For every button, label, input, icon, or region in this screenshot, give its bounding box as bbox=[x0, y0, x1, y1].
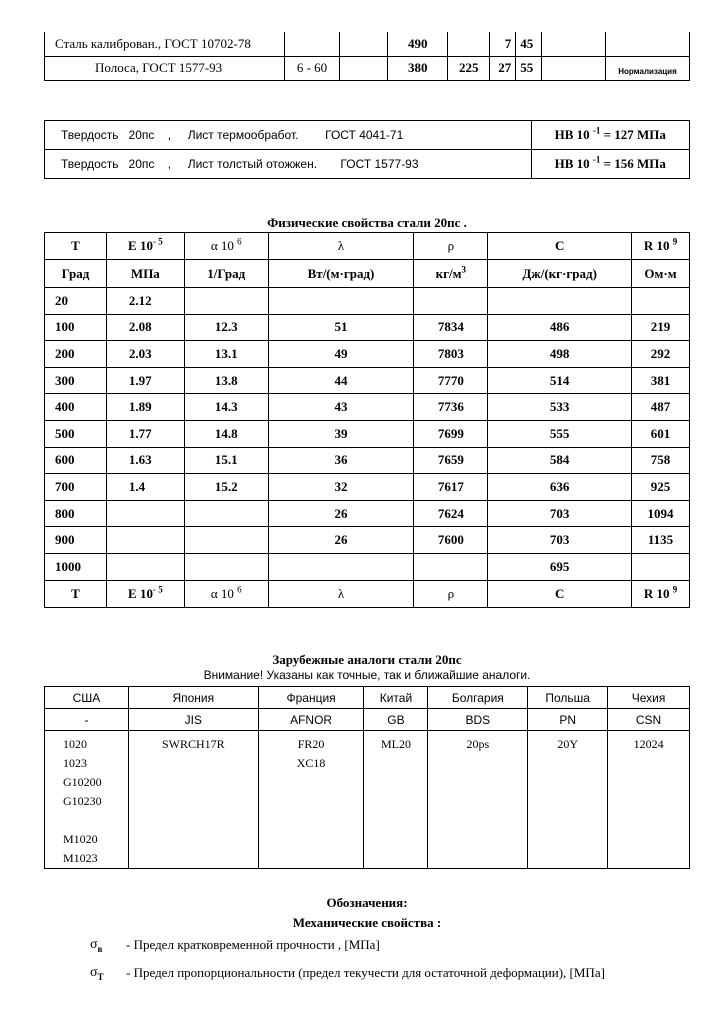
exponent: -1 bbox=[592, 125, 601, 136]
phys-cell-lambda: 36 bbox=[268, 447, 414, 474]
phys-cell-alpha: 12.3 bbox=[184, 314, 268, 341]
exponent: - 5 bbox=[152, 584, 163, 595]
phys-cell-C: 584 bbox=[488, 447, 632, 474]
phys-cell-rho: 7617 bbox=[414, 474, 488, 501]
legend-item bbox=[90, 937, 630, 957]
phys-cell-T: 400 bbox=[45, 394, 107, 421]
phys-cell-E: 1.4 bbox=[106, 474, 184, 501]
hardness-desc: Твердость 20пс , Лист толстый отожжен. ГОСТ 1577-93 bbox=[45, 150, 532, 179]
phys-cell-rho: 7736 bbox=[414, 394, 488, 421]
phys-cell-rho: 7699 bbox=[414, 420, 488, 447]
phys-cell-E: 1.77 bbox=[106, 420, 184, 447]
phys-cell-C: 555 bbox=[488, 420, 632, 447]
analogs-country: США bbox=[45, 687, 129, 709]
legend-symbol: $\sigma_в$ bbox=[90, 937, 103, 954]
phys-cell-rho: 7600 bbox=[414, 527, 488, 554]
analogs-title: Зарубежные аналоги стали 20пс bbox=[272, 652, 462, 667]
legend-subscript: в bbox=[97, 943, 103, 954]
mech-cell: Нормализация bbox=[606, 56, 690, 80]
analogs-country: Франция bbox=[258, 687, 364, 709]
phys-units-row bbox=[45, 260, 690, 288]
analogs-value-row bbox=[45, 731, 690, 869]
analogs-value: 20ps bbox=[428, 731, 528, 869]
phys-header-row bbox=[45, 580, 690, 607]
mech-cell bbox=[542, 32, 606, 56]
phys-cell-rho: 7659 bbox=[414, 447, 488, 474]
phys-cell-T: 500 bbox=[45, 420, 107, 447]
hardness-desc: Твердость 20пс , Лист термообработ. ГОСТ 4041-71 bbox=[45, 121, 532, 150]
phys-head-T: T bbox=[45, 580, 107, 607]
phys-cell-T: 700 bbox=[45, 474, 107, 501]
phys-cell-R: 292 bbox=[632, 341, 690, 368]
analogs-table bbox=[44, 686, 690, 869]
phys-data-row bbox=[45, 527, 690, 554]
phys-cell-rho bbox=[414, 288, 488, 315]
phys-cell-lambda: 49 bbox=[268, 341, 414, 368]
phys-cell-rho: 7834 bbox=[414, 314, 488, 341]
phys-cell-C bbox=[488, 288, 632, 315]
phys-cell-T: 900 bbox=[45, 527, 107, 554]
legend-text: - Предел пропорциональности (предел текучести для остаточной деформации), [МПа] bbox=[126, 964, 605, 980]
phys-cell-T: 800 bbox=[45, 500, 107, 527]
phys-cell-C: 533 bbox=[488, 394, 632, 421]
phys-cell-R: 1094 bbox=[632, 500, 690, 527]
mech-row bbox=[45, 32, 690, 56]
phys-data-row bbox=[45, 553, 690, 580]
phys-cell-alpha: 13.8 bbox=[184, 367, 268, 394]
phys-title: Физические свойства стали 20пс . bbox=[267, 215, 467, 230]
phys-cell-R: 601 bbox=[632, 420, 690, 447]
analogs-value: SWRCH17R bbox=[128, 731, 258, 869]
phys-data-row bbox=[45, 474, 690, 501]
phys-cell-lambda: 51 bbox=[268, 314, 414, 341]
analogs-standard: CSN bbox=[608, 709, 690, 731]
phys-cell-lambda bbox=[268, 553, 414, 580]
phys-cell-alpha bbox=[184, 553, 268, 580]
hardness-row bbox=[45, 121, 690, 150]
phys-cell-R: 925 bbox=[632, 474, 690, 501]
mech-table bbox=[44, 32, 690, 81]
phys-cell-E bbox=[106, 553, 184, 580]
exponent: 6 bbox=[237, 584, 242, 595]
mech-cell bbox=[340, 32, 388, 56]
phys-cell-E: 2.08 bbox=[106, 314, 184, 341]
phys-cell-lambda: 39 bbox=[268, 420, 414, 447]
mech-cell: Полоса, ГОСТ 1577-93 bbox=[45, 56, 285, 80]
analogs-country: Болгария bbox=[428, 687, 528, 709]
phys-data-row bbox=[45, 447, 690, 474]
analogs-value: 1020 1023 G10200 G10230 M1020 M1023 bbox=[45, 731, 129, 869]
legend-title: Обозначения: bbox=[326, 895, 408, 910]
phys-cell-rho: 7624 bbox=[414, 500, 488, 527]
phys-cell-alpha bbox=[184, 500, 268, 527]
phys-cell-E bbox=[106, 500, 184, 527]
phys-cell-E: 1.63 bbox=[106, 447, 184, 474]
phys-data-row bbox=[45, 341, 690, 368]
phys-head-alpha: α 10 $^6$ bbox=[184, 580, 268, 607]
phys-header-row bbox=[45, 233, 690, 260]
mech-cell: 225 bbox=[448, 56, 490, 80]
exponent: -1 bbox=[592, 154, 601, 165]
mech-cell: 380 bbox=[388, 56, 448, 80]
analogs-standard: PN bbox=[528, 709, 608, 731]
exponent: 9 bbox=[672, 236, 678, 247]
phys-data-row bbox=[45, 500, 690, 527]
phys-cell-C: 703 bbox=[488, 500, 632, 527]
hardness-row bbox=[45, 150, 690, 179]
exponent: 9 bbox=[672, 584, 678, 595]
phys-unit-rho: $кг/м^3$ bbox=[414, 260, 488, 288]
analogs-standard: BDS bbox=[428, 709, 528, 731]
phys-cell-R: 758 bbox=[632, 447, 690, 474]
phys-cell-C: 514 bbox=[488, 367, 632, 394]
phys-cell-C: 498 bbox=[488, 341, 632, 368]
phys-head-alpha: α 10 $^6$ bbox=[184, 233, 268, 260]
phys-data-row bbox=[45, 367, 690, 394]
analogs-standard-row bbox=[45, 709, 690, 731]
phys-cell-E bbox=[106, 527, 184, 554]
phys-cell-rho: 7770 bbox=[414, 367, 488, 394]
legend-item bbox=[90, 965, 630, 985]
phys-cell-R: 487 bbox=[632, 394, 690, 421]
phys-cell-C: 703 bbox=[488, 527, 632, 554]
analogs-note: Внимание! Указаны как точные, так и ближайшие аналоги. bbox=[203, 668, 531, 682]
phys-cell-lambda: 43 bbox=[268, 394, 414, 421]
phys-unit-alpha: 1/Град bbox=[184, 260, 268, 288]
phys-head-rho: ρ bbox=[414, 233, 488, 260]
phys-cell-R: 381 bbox=[632, 367, 690, 394]
mech-cell: Сталь калиброван., ГОСТ 10702-78 bbox=[45, 32, 285, 56]
mech-cell bbox=[284, 32, 340, 56]
phys-head-lambda: λ bbox=[268, 580, 414, 607]
phys-cell-R bbox=[632, 288, 690, 315]
analogs-value: 12024 bbox=[608, 731, 690, 869]
mech-cell bbox=[542, 56, 606, 80]
exponent: - 5 bbox=[152, 236, 163, 247]
phys-cell-alpha: 15.2 bbox=[184, 474, 268, 501]
mech-cell: 7 bbox=[490, 32, 516, 56]
phys-head-rho: ρ bbox=[414, 580, 488, 607]
phys-cell-T: 100 bbox=[45, 314, 107, 341]
exponent: 3 bbox=[461, 264, 466, 275]
analogs-country: Чехия bbox=[608, 687, 690, 709]
phys-head-C: C bbox=[488, 233, 632, 260]
phys-table bbox=[44, 232, 690, 608]
mech-cell: 27 bbox=[490, 56, 516, 80]
phys-data-row bbox=[45, 314, 690, 341]
phys-cell-alpha: 14.8 bbox=[184, 420, 268, 447]
phys-data-row bbox=[45, 394, 690, 421]
phys-data-row bbox=[45, 420, 690, 447]
phys-head-E: E $10^{- 5}$ bbox=[106, 580, 184, 607]
phys-cell-lambda: 26 bbox=[268, 500, 414, 527]
phys-unit-lambda: Вт/(м·град) bbox=[268, 260, 414, 288]
mech-cell: 6 - 60 bbox=[284, 56, 340, 80]
mech-cell bbox=[606, 32, 690, 56]
legend-subtitle: Механические свойства : bbox=[292, 915, 442, 930]
phys-cell-E: 1.89 bbox=[106, 394, 184, 421]
analogs-value: FR20 XC18 bbox=[258, 731, 364, 869]
phys-cell-E: 2.12 bbox=[106, 288, 184, 315]
phys-cell-lambda: 32 bbox=[268, 474, 414, 501]
phys-cell-R bbox=[632, 553, 690, 580]
phys-unit-E: МПа bbox=[106, 260, 184, 288]
phys-cell-rho: 7803 bbox=[414, 341, 488, 368]
analogs-country: Польша bbox=[528, 687, 608, 709]
phys-data-row bbox=[45, 288, 690, 315]
analogs-standard: JIS bbox=[128, 709, 258, 731]
hardness-value: HB 10 $^{-1}$ = 156 МПа bbox=[531, 150, 689, 179]
phys-cell-R: 1135 bbox=[632, 527, 690, 554]
analogs-standard: - bbox=[45, 709, 129, 731]
phys-cell-alpha bbox=[184, 288, 268, 315]
legend-text: - Предел кратковременной прочности , [МПа] bbox=[126, 937, 380, 952]
phys-head-E: E $10^{- 5}$ bbox=[106, 233, 184, 260]
phys-head-T: T bbox=[45, 233, 107, 260]
mech-row bbox=[45, 56, 690, 80]
phys-unit-C: Дж/(кг·град) bbox=[488, 260, 632, 288]
analogs-country-row bbox=[45, 687, 690, 709]
phys-head-R: R 10 $^9$ bbox=[632, 233, 690, 260]
analogs-standard: AFNOR bbox=[258, 709, 364, 731]
phys-cell-alpha: 15.1 bbox=[184, 447, 268, 474]
phys-cell-alpha: 14.3 bbox=[184, 394, 268, 421]
analogs-value: 20Y bbox=[528, 731, 608, 869]
hardness-table bbox=[44, 120, 690, 179]
phys-cell-R: 219 bbox=[632, 314, 690, 341]
phys-unit-R: Ом·м bbox=[632, 260, 690, 288]
phys-cell-lambda: 44 bbox=[268, 367, 414, 394]
analogs-value: ML20 bbox=[364, 731, 428, 869]
legend-subscript: T bbox=[97, 971, 104, 982]
phys-unit-T: Град bbox=[45, 260, 107, 288]
phys-cell-alpha bbox=[184, 527, 268, 554]
hardness-value: HB 10 $^{-1}$ = 127 МПа bbox=[531, 121, 689, 150]
mech-cell bbox=[448, 32, 490, 56]
phys-cell-alpha: 13.1 bbox=[184, 341, 268, 368]
phys-cell-rho bbox=[414, 553, 488, 580]
phys-cell-E: 1.97 bbox=[106, 367, 184, 394]
analogs-standard: GB bbox=[364, 709, 428, 731]
phys-cell-T: 20 bbox=[45, 288, 107, 315]
analogs-country: Китай bbox=[364, 687, 428, 709]
phys-cell-C: 486 bbox=[488, 314, 632, 341]
phys-head-C: C bbox=[488, 580, 632, 607]
analogs-country: Япония bbox=[128, 687, 258, 709]
phys-cell-T: 600 bbox=[45, 447, 107, 474]
phys-head-lambda: λ bbox=[268, 233, 414, 260]
phys-cell-C: 695 bbox=[488, 553, 632, 580]
mech-cell: 45 bbox=[516, 32, 542, 56]
phys-cell-T: 300 bbox=[45, 367, 107, 394]
phys-cell-C: 636 bbox=[488, 474, 632, 501]
mech-cell: 55 bbox=[516, 56, 542, 80]
phys-cell-E: 2.03 bbox=[106, 341, 184, 368]
legend-items bbox=[90, 937, 630, 993]
phys-cell-T: 200 bbox=[45, 341, 107, 368]
mech-cell bbox=[340, 56, 388, 80]
legend-symbol: $\sigma_T$ bbox=[90, 964, 104, 982]
exponent: 6 bbox=[237, 236, 242, 247]
phys-cell-T: 1000 bbox=[45, 553, 107, 580]
phys-cell-lambda: 26 bbox=[268, 527, 414, 554]
phys-head-R: R 10 $^9$ bbox=[632, 580, 690, 607]
mech-cell: 490 bbox=[388, 32, 448, 56]
phys-cell-lambda bbox=[268, 288, 414, 315]
